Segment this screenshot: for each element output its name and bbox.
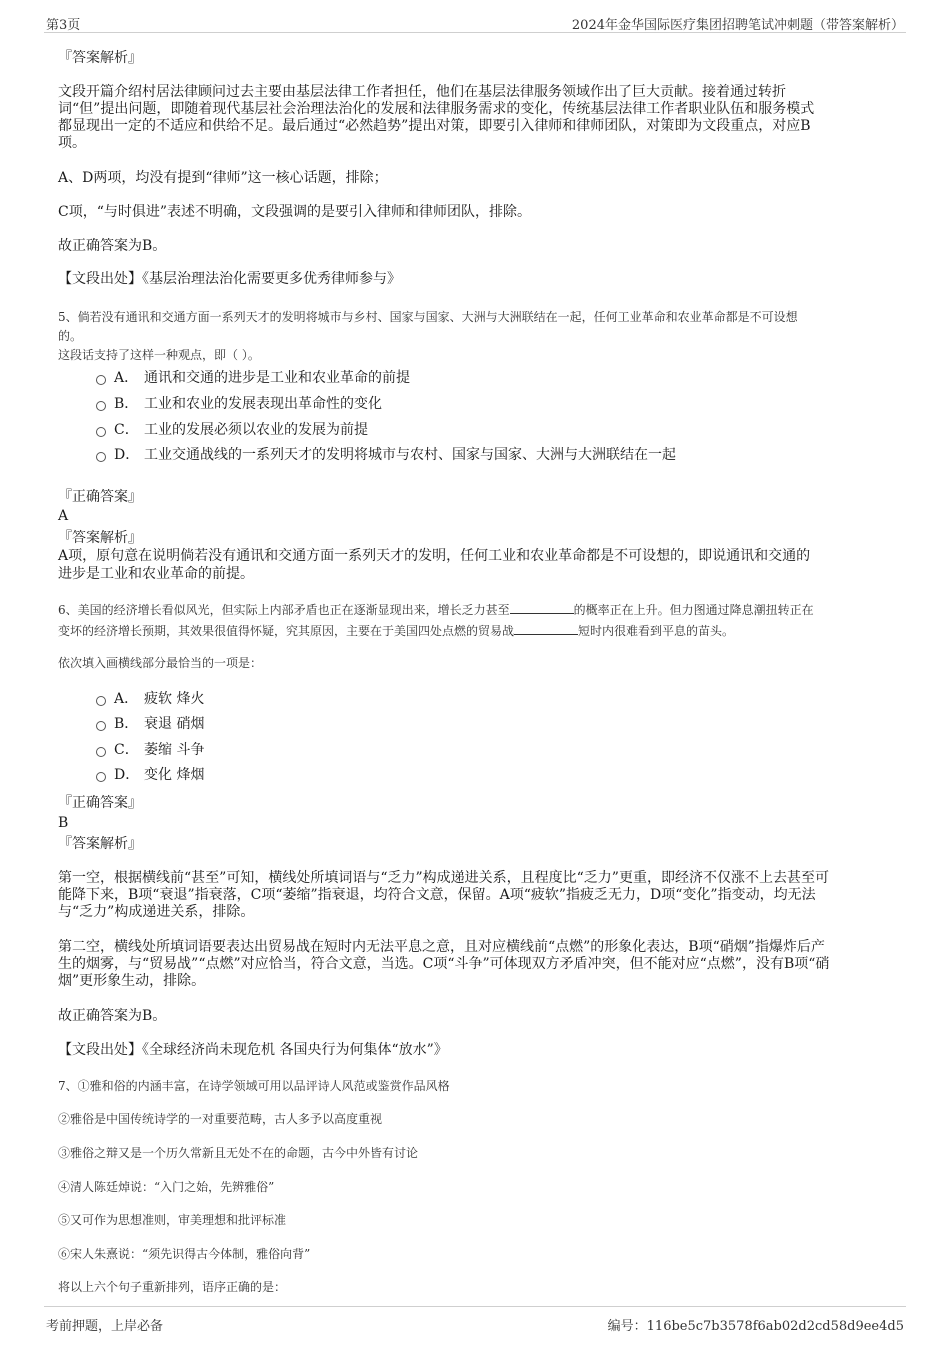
- radio-icon[interactable]: [96, 747, 106, 757]
- q6-analysis-p1-line-1: 第一空，根据横线前“甚至”可知，横线处所填词语与“乏力”构成递进关系，且程度比“乏力”更重，即经济不仅涨不上去甚至可: [58, 870, 829, 886]
- q6-option-b[interactable]: B． 衰退 硝烟: [96, 715, 204, 733]
- q6-analysis-p2-line-1: 第二空，横线处所填词语要表达出贸易战在短时内无法平息之意，且对应横线前“点燃”的形象化表达，B项“硝烟”指爆炸后产: [58, 939, 825, 955]
- q5-option-d[interactable]: D． 工业交通战线的一系列天才的发明将城市与农村、国家与国家、大洲与大洲联结在一起: [96, 446, 676, 464]
- q4-analysis-line-1: 文段开篇介绍村居法律顾问过去主要由基层法律工作者担任，他们在基层法律服务领域作出了巨大贡献。接着通过转折: [58, 84, 786, 100]
- q6-option-a[interactable]: A． 疲软 烽火: [96, 690, 204, 708]
- page-header: [44, 12, 906, 33]
- q4-analysis-line-2: 词“但”提出问题，即随着现代基层社会治理法治化的发展和法律服务需求的变化，传统基层法律工作者职业队伍和服务模式: [58, 101, 815, 117]
- q6-option-c[interactable]: C． 萎缩 斗争: [96, 741, 204, 759]
- q5-option-b[interactable]: B． 工业和农业的发展表现出革命性的变化: [96, 395, 382, 413]
- q7-line-3: ③雅俗之辩又是一个历久常新且无处不在的命题，古今中外皆有讨论: [58, 1146, 419, 1160]
- q4-source: 【文段出处】《基层治理法治化需要更多优秀律师参与》: [58, 271, 401, 287]
- q5-answer: A: [58, 508, 69, 524]
- footer-slogan: 考前押题，上岸必备: [46, 1319, 164, 1334]
- q4-conclusion: 故正确答案为B。: [58, 238, 167, 254]
- q4-analysis-para-2: A、D两项，均没有提到“律师”这一核心话题，排除；: [58, 170, 388, 186]
- q5-answer-heading: 『正确答案』: [58, 489, 142, 505]
- footer-code: 编号：116be5c7b3578f6ab02d2cd58d9ee4d5: [607, 1319, 904, 1334]
- radio-icon[interactable]: [96, 721, 106, 731]
- q5-option-a[interactable]: A． 通讯和交通的进步是工业和农业革命的前提: [96, 369, 410, 387]
- radio-icon[interactable]: [96, 375, 106, 385]
- q6-analysis-heading: 『答案解析』: [58, 836, 142, 852]
- q7-line-2: ②雅俗是中国传统诗学的一对重要范畴，古人多予以高度重视: [58, 1112, 383, 1126]
- radio-icon[interactable]: [96, 427, 106, 437]
- page-footer: [44, 1306, 906, 1334]
- q7-line-1: 7、①雅和俗的内涵丰富，在诗学领域可用以品评诗人风范或鉴赏作品风格: [58, 1079, 450, 1093]
- q4-analysis-heading: 『答案解析』: [58, 50, 142, 66]
- q6-stem-line-1: 6、美国的经济增长看似风光，但实际上内部矛盾也正在逐渐显现出来，增长乏力甚至 的概率正在上升。但力图通过降息潮扭转正在: [58, 603, 814, 617]
- q5-option-c[interactable]: C． 工业的发展必须以农业的发展为前提: [96, 421, 368, 439]
- q6-analysis-p2-line-2: 生的烟雾，与“贸易战”“点燃”对应恰当，符合文意，当选。C项“斗争”可体现双方矛盾冲突，但不能对应“点燃”，没有B项“硝: [58, 956, 830, 972]
- q6-analysis-p1-line-2: 能降下来，B项“衰退”指衰落，C项“萎缩”指衰退，均符合文意，保留。A项“疲软”指疲乏无力，D项“变化”指变动，均无法: [58, 887, 816, 903]
- radio-icon[interactable]: [96, 452, 106, 462]
- q7-line-6: ⑥宋人朱熹说：“须先识得古今体制，雅俗向背”: [58, 1247, 311, 1261]
- radio-icon[interactable]: [96, 772, 106, 782]
- q4-analysis-line-4: 项。: [58, 135, 86, 151]
- q5-stem-line-1: 5、倘若没有通讯和交通方面一系列天才的发明将城市与乡村、国家与国家、大洲与大洲联结在一起，任何工业革命和农业革命都是不可设想: [58, 310, 798, 324]
- q4-analysis-para-3: C项，“与时俱进”表述不明确，文段强调的是要引入律师和律师团队，排除。: [58, 204, 532, 220]
- q5-analysis-heading: 『答案解析』: [58, 530, 142, 546]
- q5-analysis-line-2: 进步是工业和农业革命的前提。: [58, 566, 254, 582]
- radio-icon[interactable]: [96, 401, 106, 411]
- q6-stem-line-2: 变坏的经济增长预期，其效果很值得怀疑，究其原因，主要在于美国四处点燃的贸易战 短时内很难看到平息的苗头。: [58, 624, 735, 638]
- document-title: 2024年金华国际医疗集团招聘笔试冲刺题（带答案解析）: [571, 18, 904, 33]
- fill-blank-1[interactable]: [510, 601, 574, 614]
- q6-source: 【文段出处】《全球经济尚未现危机 各国央行为何集体“放水”》: [58, 1042, 448, 1058]
- q6-option-d[interactable]: D． 变化 烽烟: [96, 766, 204, 784]
- radio-icon[interactable]: [96, 696, 106, 706]
- q6-analysis-p1-line-3: 与“乏力”构成递进关系，排除。: [58, 904, 255, 920]
- q5-stem-line-2: 的。: [58, 329, 83, 343]
- q7-prompt: 将以上六个句子重新排列，语序正确的是：: [58, 1280, 287, 1294]
- q6-answer-heading: 『正确答案』: [58, 795, 142, 811]
- q6-prompt: 依次填入画横线部分最恰当的一项是：: [58, 656, 263, 670]
- q6-answer: B: [58, 815, 69, 831]
- q5-stem-line-3: 这段话支持了这样一种观点，即（ ）。: [58, 348, 260, 362]
- q4-analysis-line-3: 都显现出一定的不适应和供给不足。最后通过“必然趋势”提出对策，即要引入律师和律师团队，对策即为文段重点，对应B: [58, 118, 811, 134]
- q5-analysis-line-1: A项，原句意在说明倘若没有通讯和交通方面一系列天才的发明，任何工业和农业革命都是不可设想的，即说通讯和交通的: [58, 548, 811, 564]
- q7-line-5: ⑤又可作为思想准则，审美理想和批评标准: [58, 1213, 287, 1227]
- page-number: 第3页: [46, 18, 81, 33]
- q6-analysis-p2-line-3: 烟”更形象生动，排除。: [58, 973, 206, 989]
- fill-blank-2[interactable]: [514, 622, 578, 635]
- q7-line-4: ④清人陈廷焯说：“入门之始，先辨雅俗”: [58, 1180, 275, 1194]
- q6-conclusion: 故正确答案为B。: [58, 1008, 167, 1024]
